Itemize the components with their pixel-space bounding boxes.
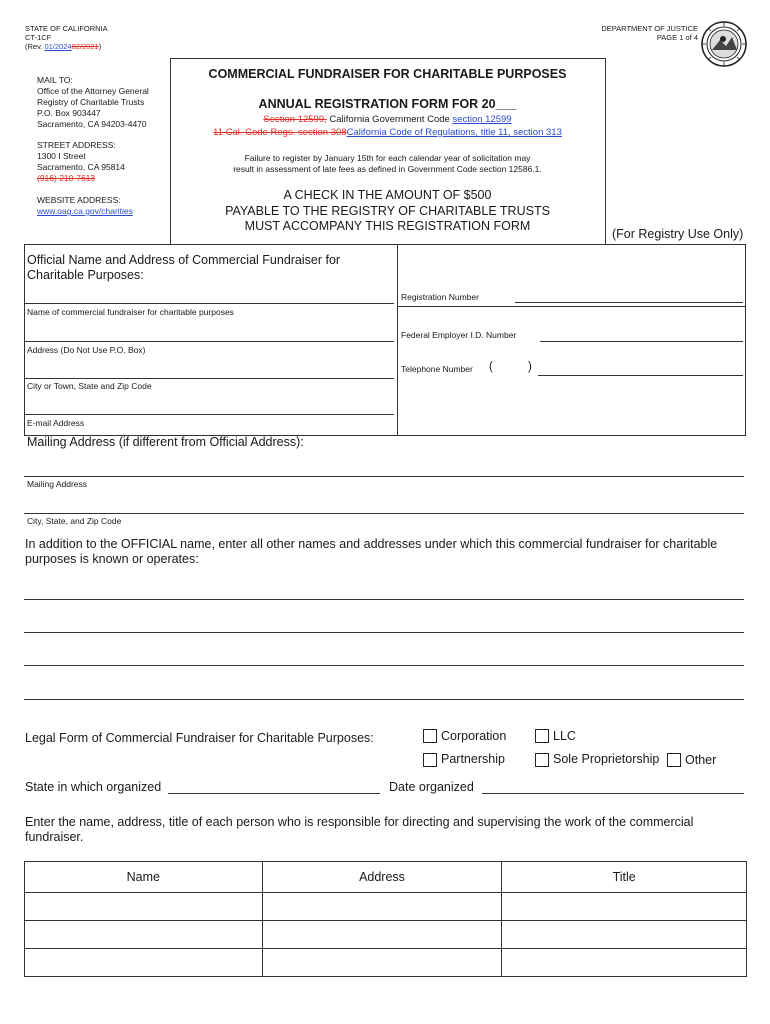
late-fee-notice-line1: Failure to register by January 15th for each calendar year of solicitation may [244, 153, 531, 163]
mail-line: P.O. Box 903447 [37, 108, 101, 118]
address-cell[interactable] [262, 921, 502, 949]
people-text-line2: fundraiser. [25, 830, 84, 844]
mail-line: Office of the Attorney General [37, 86, 149, 96]
sole-proprietorship-label: Sole Proprietorship [553, 752, 660, 766]
date-organized-field[interactable] [482, 793, 744, 794]
code-reference-1: Section 12599, California Government Code section 12599 [263, 114, 512, 125]
table-header-row [25, 862, 747, 893]
check-notice-line2: PAYABLE TO THE REGISTRY OF CHARITABLE TRUSTS [225, 204, 550, 218]
date-organized-label: Date organized [389, 780, 474, 794]
corporation-label: Corporation [441, 729, 507, 743]
late-fee-notice-line2: result in assessment of late fees as defined in Government Code section 12586.1. [233, 164, 542, 174]
registration-row-divider [398, 306, 746, 307]
official-heading-line2: Charitable Purposes: [27, 268, 144, 282]
street-line: Sacramento, CA 95814 [37, 162, 125, 172]
other-names-line[interactable] [24, 632, 744, 633]
mailing-address-field[interactable] [24, 476, 744, 477]
title-column-header: Title [502, 862, 747, 893]
other-names-line[interactable] [24, 599, 744, 600]
address-column-header: Address [262, 862, 502, 893]
table-row [25, 921, 747, 949]
title-box-top-border [170, 58, 605, 59]
sole-proprietorship-checkbox[interactable] [535, 753, 549, 767]
legal-form-label: Legal Form of Commercial Fundraiser for Charitable Purposes: [25, 731, 374, 745]
registration-number-field[interactable] [515, 302, 743, 303]
address-cell[interactable] [262, 949, 502, 977]
annual-registration-title: ANNUAL REGISTRATION FORM FOR 20___ [258, 97, 517, 111]
telephone-field[interactable] [538, 375, 743, 376]
code-reference-2: 11 Cal. Code Regs. section 308California Code of Regulations, title 11, section 313 [213, 127, 562, 138]
state-organized-label: State in which organized [25, 780, 162, 794]
partnership-checkbox[interactable] [423, 753, 437, 767]
people-text-line1: Enter the name, address, title of each person who is responsible for directing and supervising the work of the commercial [25, 815, 694, 829]
page-number: PAGE 1 of 4 [656, 33, 698, 42]
form-title: COMMERCIAL FUNDRAISER FOR CHARITABLE PURPOSES [208, 67, 567, 81]
email-label: E-mail Address [27, 418, 85, 428]
name-cell[interactable] [25, 949, 263, 977]
revision: (Rev. 01/202402/2021) [25, 42, 102, 51]
state-organized-field[interactable] [168, 793, 380, 794]
fein-field[interactable] [540, 341, 743, 342]
mailing-city-field[interactable] [24, 513, 744, 514]
other-checkbox[interactable] [667, 753, 681, 767]
responsible-persons-table [24, 861, 747, 977]
partnership-label: Partnership [441, 752, 505, 766]
name-cell[interactable] [25, 893, 263, 921]
name-column-header: Name [25, 862, 263, 893]
address-field[interactable] [24, 341, 394, 342]
telephone-label: Telephone Number [401, 364, 473, 374]
official-box-divider [397, 244, 398, 436]
street-line: 1300 I Street [37, 151, 86, 161]
other-label: Other [685, 753, 717, 767]
mail-line: Sacramento, CA 94203-4470 [37, 119, 147, 129]
fundraiser-name-label: Name of commercial fundraiser for charitable purposes [27, 307, 234, 317]
state-label: STATE OF CALIFORNIA [25, 24, 108, 33]
city-state-zip-label: City or Town, State and Zip Code [27, 381, 152, 391]
mail-line: Registry of Charitable Trusts [37, 97, 145, 107]
form-id: CT-1CF [25, 33, 52, 42]
phone-struck: (916) 210-7613 [37, 173, 96, 183]
table-row [25, 893, 747, 921]
other-names-text-line1: In addition to the OFFICIAL name, enter all other names and addresses under which this commercial fundraiser for charitable [25, 537, 718, 551]
other-names-text-line2: purposes is known or operates: [25, 552, 199, 566]
website-link[interactable]: www.oag.ca.gov/charities [37, 206, 133, 216]
check-notice-line1: A CHECK IN THE AMOUNT OF $500 [283, 188, 492, 202]
table-row [25, 949, 747, 977]
address-cell[interactable] [262, 893, 502, 921]
email-field[interactable] [24, 414, 394, 415]
other-names-line[interactable] [24, 665, 744, 666]
mail-to-label: MAIL TO: [37, 75, 73, 85]
name-cell[interactable] [25, 921, 263, 949]
mailing-heading: Mailing Address (if different from Official Address): [27, 435, 304, 449]
website-label: WEBSITE ADDRESS: [37, 195, 121, 205]
title-cell[interactable] [502, 921, 747, 949]
registration-number-label: Registration Number [401, 292, 479, 302]
registry-use-only-label: (For Registry Use Only) [612, 227, 744, 241]
check-notice-line3: MUST ACCOMPANY THIS REGISTRATION FORM [244, 219, 531, 233]
phone-paren-open: ( [489, 361, 493, 373]
mailing-address-label: Mailing Address [27, 479, 88, 489]
llc-checkbox[interactable] [535, 729, 549, 743]
fein-label: Federal Employer I.D. Number [401, 330, 517, 340]
other-names-line[interactable] [24, 699, 744, 700]
phone-paren-close: ) [528, 361, 532, 373]
title-cell[interactable] [502, 893, 747, 921]
street-address-label: STREET ADDRESS: [37, 140, 116, 150]
llc-label: LLC [553, 729, 576, 743]
official-heading-line1: Official Name and Address of Commercial Fundraiser for [27, 253, 341, 267]
corporation-checkbox[interactable] [423, 729, 437, 743]
city-state-zip-field[interactable] [24, 378, 394, 379]
department-label: DEPARTMENT OF JUSTICE [601, 24, 698, 33]
mailing-city-label: City, State, and Zip Code [27, 516, 122, 526]
title-box-right-border [605, 58, 606, 244]
fundraiser-name-field[interactable] [24, 303, 394, 304]
state-seal-icon [700, 20, 748, 68]
address-label: Address (Do Not Use P.O. Box) [27, 345, 146, 355]
title-cell[interactable] [502, 949, 747, 977]
